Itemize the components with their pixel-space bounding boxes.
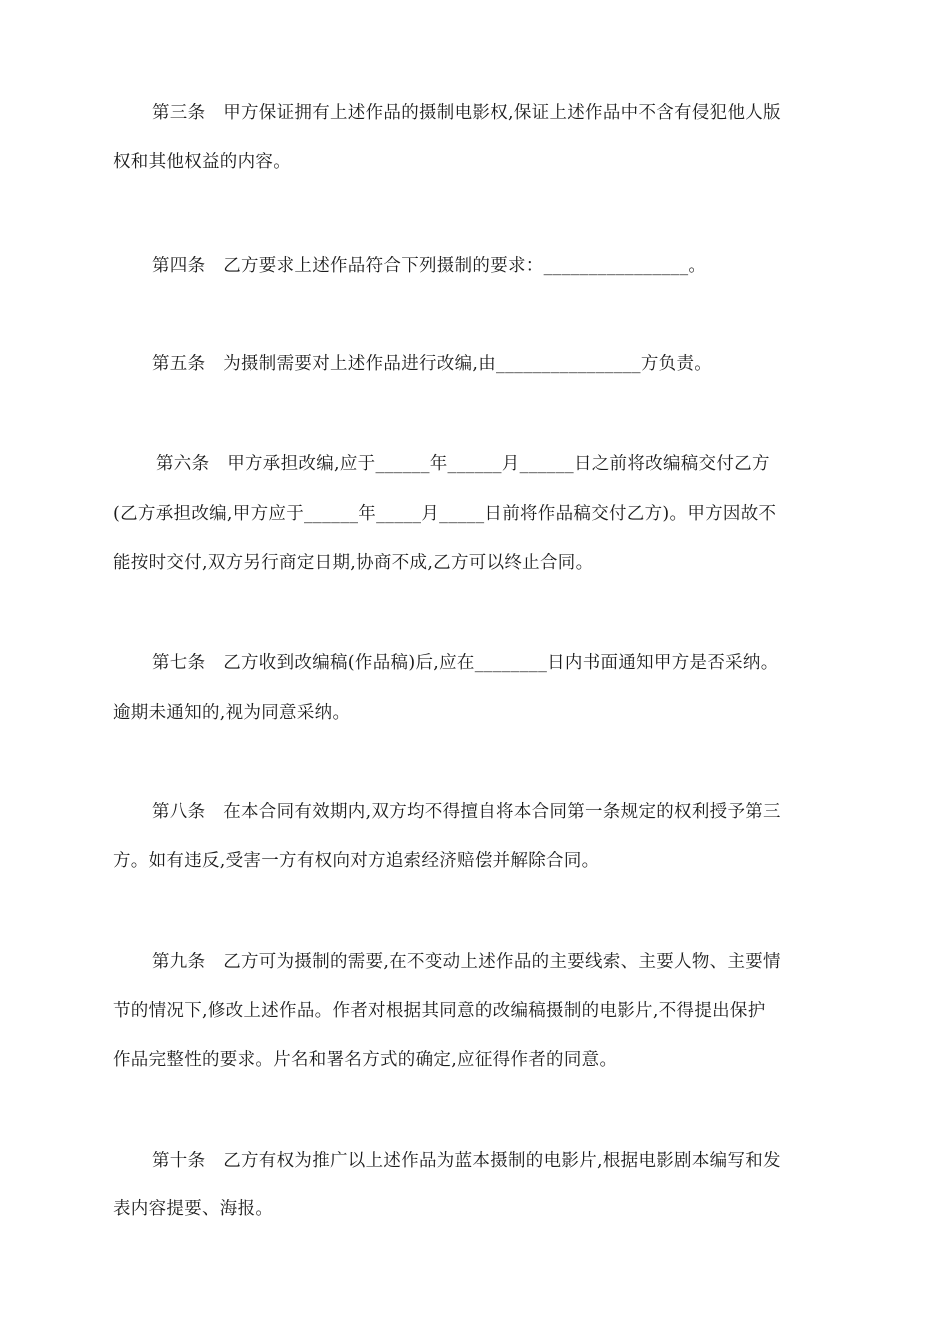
article-10-line-1: 第十条 乙方有权为推广以上述作品为蓝本摄制的电影片,根据电影剧本编写和发 bbox=[152, 1151, 781, 1171]
article-6-line-1: 第六条 甲方承担改编,应于______年______月______日之前将改编稿交付乙方 bbox=[156, 454, 770, 474]
article-7-line-1: 第七条 乙方收到改编稿(作品稿)后,应在________日内书面通知甲方是否采纳。 bbox=[152, 653, 779, 673]
article-9-line-3: 作品完整性的要求。片名和署名方式的确定,应征得作者的同意。 bbox=[113, 1050, 618, 1070]
article-6-line-3: 能按时交付,双方另行商定日期,协商不成,乙方可以终止合同。 bbox=[113, 553, 594, 573]
article-6-line-2: (乙方承担改编,甲方应于______年_____月_____日前将作品稿交付乙方)。甲方因故不 bbox=[113, 504, 777, 524]
article-7-line-2: 逾期未通知的,视为同意采纳。 bbox=[113, 703, 351, 723]
article-5-line-1: 第五条 为摄制需要对上述作品进行改编,由________________方负责。 bbox=[152, 354, 713, 374]
article-8-line-1: 第八条 在本合同有效期内,双方均不得擅自将本合同第一条规定的权利授予第三 bbox=[152, 802, 781, 822]
article-3-line-2: 权和其他权益的内容。 bbox=[113, 152, 291, 172]
article-4-line-1: 第四条 乙方要求上述作品符合下列摄制的要求：________________。 bbox=[152, 256, 707, 276]
article-10-line-2: 表内容提要、海报。 bbox=[113, 1199, 274, 1219]
article-3-line-1: 第三条 甲方保证拥有上述作品的摄制电影权,保证上述作品中不含有侵犯他人版 bbox=[152, 103, 781, 123]
article-9-line-2: 节的情况下,修改上述作品。作者对根据其同意的改编稿摄制的电影片,不得提出保护 bbox=[113, 1001, 766, 1021]
article-8-line-2: 方。如有违反,受害一方有权向对方追索经济赔偿并解除合同。 bbox=[113, 851, 600, 871]
article-9-line-1: 第九条 乙方可为摄制的需要,在不变动上述作品的主要线索、主要人物、主要情 bbox=[152, 952, 781, 972]
